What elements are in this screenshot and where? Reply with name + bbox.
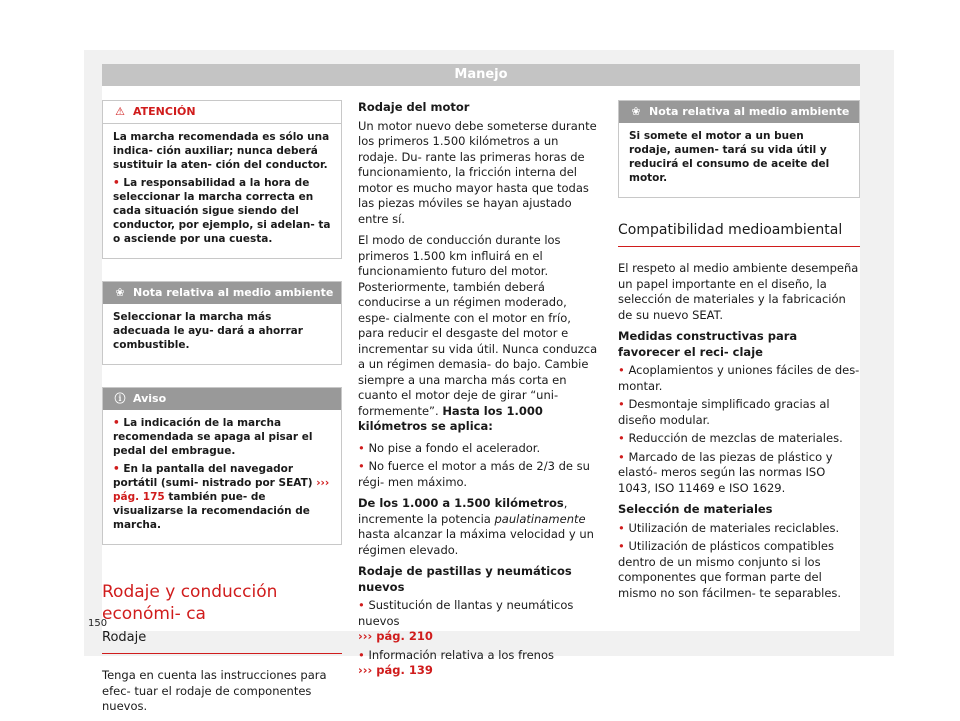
- info-icon: ⓘ: [114, 392, 126, 405]
- env-note-text: Si somete el motor a un buen rodaje, aumen- tará su vida útil y reducirá el consumo de aceite del motor.: [629, 130, 830, 184]
- warning-label: ATENCIÓN: [133, 105, 196, 118]
- aviso-header: ⓘ Aviso: [103, 388, 341, 410]
- list-item: • Sustitución de llantas y neumáticos nuevos ››› pág. 210: [358, 598, 574, 643]
- warning-text-1: La marcha recomendada es sólo una indica- ción auxiliar; nunca deberá sustituir la aten- ción del conductor.: [113, 131, 330, 171]
- warning-body: [103, 124, 341, 258]
- page-content: [102, 86, 860, 713]
- env-note-box-2: [618, 100, 860, 198]
- section-title: Rodaje y conducción económi- ca: [102, 582, 278, 624]
- list-item: • Acoplamientos y uniones fáciles de des- montar.: [618, 363, 860, 393]
- page-ref-link[interactable]: ››› pág. 175: [113, 477, 330, 503]
- rodaje-intro: Tenga en cuenta las instrucciones para efec- tuar el rodaje de componentes nuevos.: [102, 668, 327, 713]
- list-item: • No fuerce el motor a más de 2/3 de su régi- men máximo.: [358, 459, 590, 489]
- list-item: • Reducción de mezclas de materiales.: [618, 431, 843, 445]
- chapter-header: Manejo: [102, 64, 860, 86]
- list-item: • No pise a fondo el acelerador.: [358, 440, 541, 455]
- aviso-box: [102, 387, 342, 545]
- env-note-header: ❀ Nota relativa al medio ambiente: [619, 101, 859, 123]
- env-note-header: ❀ Nota relativa al medio ambiente: [103, 282, 341, 304]
- column-2: [358, 100, 600, 682]
- paragraph: De los 1.000 a 1.500 kilómetros, incremente la potencia paulatinamente hasta alcanzar la máxima velocidad y un régimen elevado.: [358, 496, 594, 557]
- page-number: 150: [88, 618, 108, 629]
- section-rule: [102, 653, 342, 654]
- leaf-flower-icon: ❀: [115, 286, 125, 299]
- list-item: • Información relativa a los frenos ››› pág. 139: [358, 647, 554, 677]
- column-3: [618, 100, 860, 604]
- heading-seleccion: Selección de materiales: [618, 502, 773, 516]
- paragraph: Un motor nuevo debe someterse durante los primeros 1.500 kilómetros a un rodaje. Du- rante las primeras horas de funcionamiento, la fricción interna del motor es mucho mayor hasta que todas las piezas móviles se hayan ajustado entre sí.: [358, 118, 597, 226]
- list-item: • Utilización de plásticos compatibles dentro de un mismo conjunto si los componentes que forman parte del mismo no son fácilmen- te separables.: [618, 539, 842, 600]
- heading-pastillas: Rodaje de pastillas y neumáticos nuevos: [358, 564, 572, 594]
- env-note-text: Seleccionar la marcha más adecuada le ayu- dará a ahorrar combustible.: [113, 311, 303, 351]
- subsection-title: Rodaje: [102, 630, 147, 645]
- paragraph: El modo de conducción durante los primeros 1.500 km influirá en el funcionamiento futuro del motor. Posteriormente, también deberá conducirse a un régimen moderado, espe- cialmente con el motor en frío, para reducir el desgaste del motor e incrementar su vida útil. Nunca conduzca a un régimen demasia- do bajo. Cambie siempre a una marcha más corta en cuanto el motor deje de girar “uni- formemente”. Hasta los 1.000 kilómetros se aplica:: [358, 233, 598, 433]
- heading-rodaje-motor: Rodaje del motor: [358, 100, 470, 114]
- aviso-text-2: • En la pantalla del navegador portátil (sumi- nistrado por SEAT) ››› pág. 175 también pue- de visualizarse la recomendación de marcha.: [113, 463, 330, 531]
- section-heading: [102, 581, 342, 654]
- heading-medidas: Medidas constructivas para favorecer el reci- claje: [618, 329, 798, 359]
- warning-text-2: • La responsabilidad a la hora de seleccionar la marcha correcta en cada situación sigue siendo del conductor, por ejemplo, si adelan- ta o asciende por una cuesta.: [113, 177, 331, 245]
- aviso-body: [103, 410, 341, 544]
- compat-title: Compatibilidad medioambiental: [618, 222, 843, 238]
- list-item: • Marcado de las piezas de plástico y elastó- meros según las normas ISO 1043, ISO 11469 e ISO 1629.: [618, 449, 833, 495]
- warning-box: [102, 100, 342, 259]
- column-1: [102, 100, 342, 721]
- warning-triangle-icon: ⚠: [115, 105, 125, 118]
- warning-header: [103, 101, 341, 124]
- paragraph: El respeto al medio ambiente desempeña un papel importante en el diseño, la selección de materiales y la fabricación de su nuevo SEAT.: [618, 261, 859, 322]
- page-ref-link[interactable]: ››› pág. 139: [358, 663, 433, 677]
- leaf-flower-icon: ❀: [631, 105, 641, 118]
- page-ref-link[interactable]: ››› pág. 210: [358, 629, 433, 643]
- list-item: • Utilización de materiales reciclables.: [618, 520, 840, 535]
- env-note-body: [619, 123, 859, 197]
- list-item: • Desmontaje simplificado gracias al diseño modular.: [618, 397, 830, 427]
- compat-section-heading: [618, 220, 860, 247]
- env-note-body: [103, 304, 341, 364]
- env-note-box: [102, 281, 342, 365]
- aviso-text-1: • La indicación de la marcha recomendada se apaga al pisar el pedal del embrague.: [113, 417, 313, 457]
